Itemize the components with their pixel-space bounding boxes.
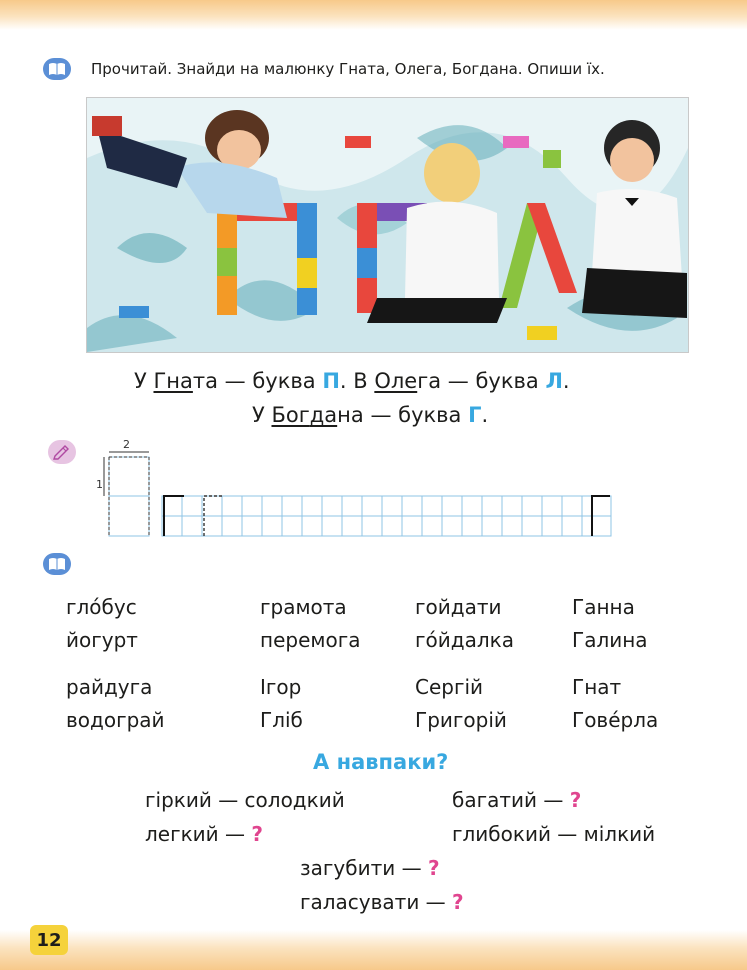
task-instruction: Прочитай. Знайди на малюнку Гната, Олега, Богдана. Опиши їх. [91, 60, 605, 78]
opposite-pair-6: галасувати — ? [300, 890, 464, 914]
opposite-pair-5: загубити — ? [300, 856, 440, 880]
sentence-text: У [252, 403, 272, 427]
word-ihor: Ігор [260, 675, 302, 699]
writing-grid [100, 448, 615, 543]
guide-number-side: 1 [96, 478, 103, 491]
word-hlib: Гліб [260, 708, 303, 732]
sentence-text-underlined: да [309, 403, 338, 427]
word-halyna: Галина [572, 628, 648, 652]
question-mark: ? [569, 788, 582, 812]
sentence-line-1 [134, 369, 570, 393]
opposite-pair-1: гіркий — солодкий [145, 788, 345, 812]
sentence-text: та — буква [192, 369, 323, 393]
writing-hand-icon [48, 440, 76, 464]
sentence-text: . [562, 369, 570, 393]
word-hanna: Ганна [572, 595, 635, 619]
word-hoverla: Говéрла [572, 708, 659, 732]
sentence-text-underlined: Бог [271, 403, 310, 427]
sentence-text: . В [339, 369, 375, 393]
word-hoidaty: гойдати [415, 595, 502, 619]
opposite-pair-2: багатий — ? [452, 788, 582, 812]
sentence-text: . [481, 403, 489, 427]
word-hramota: грамота [260, 595, 347, 619]
question-mark: ? [452, 890, 464, 914]
sentence-text: га — буква [417, 369, 546, 393]
word-serhii: Сергій [415, 675, 484, 699]
reading-book-icon [43, 58, 71, 80]
word-peremoha: перемога [260, 628, 361, 652]
word-raiduha: райдуга [66, 675, 153, 699]
guide-number-top: 2 [123, 438, 130, 451]
highlight-letter-g: Г [468, 403, 482, 427]
sentence-text-underlined: Гна [153, 369, 193, 393]
top-decor-band [0, 0, 747, 30]
reading-book-icon-2 [43, 553, 71, 575]
sentence-text-underlined: Оле [374, 369, 418, 393]
word-hoidalka: гóйдалка [415, 628, 514, 652]
word-yohurt: йогурт [66, 628, 138, 652]
word-hnat: Гнат [572, 675, 622, 699]
opposites-heading: А навпаки? [313, 750, 449, 774]
bottom-decor-band [0, 930, 747, 970]
highlight-letter-p: П [322, 369, 340, 393]
word-vodohrai: водограй [66, 708, 165, 732]
sentence-text: на — буква [337, 403, 469, 427]
question-mark: ? [427, 856, 440, 880]
sentence-line-2 [252, 403, 488, 427]
opposite-pair-4: глибокий — мілкий [452, 822, 656, 846]
page-number: 12 [30, 925, 68, 955]
opposite-pair-3: легкий — ? [145, 822, 263, 846]
word-hryhorii: Григорій [415, 708, 507, 732]
sentence-text: У [134, 369, 154, 393]
word-globus: глóбус [66, 595, 137, 619]
question-mark: ? [251, 822, 263, 846]
highlight-letter-l: Л [545, 369, 563, 393]
illustration-boys-blocks [86, 97, 689, 353]
